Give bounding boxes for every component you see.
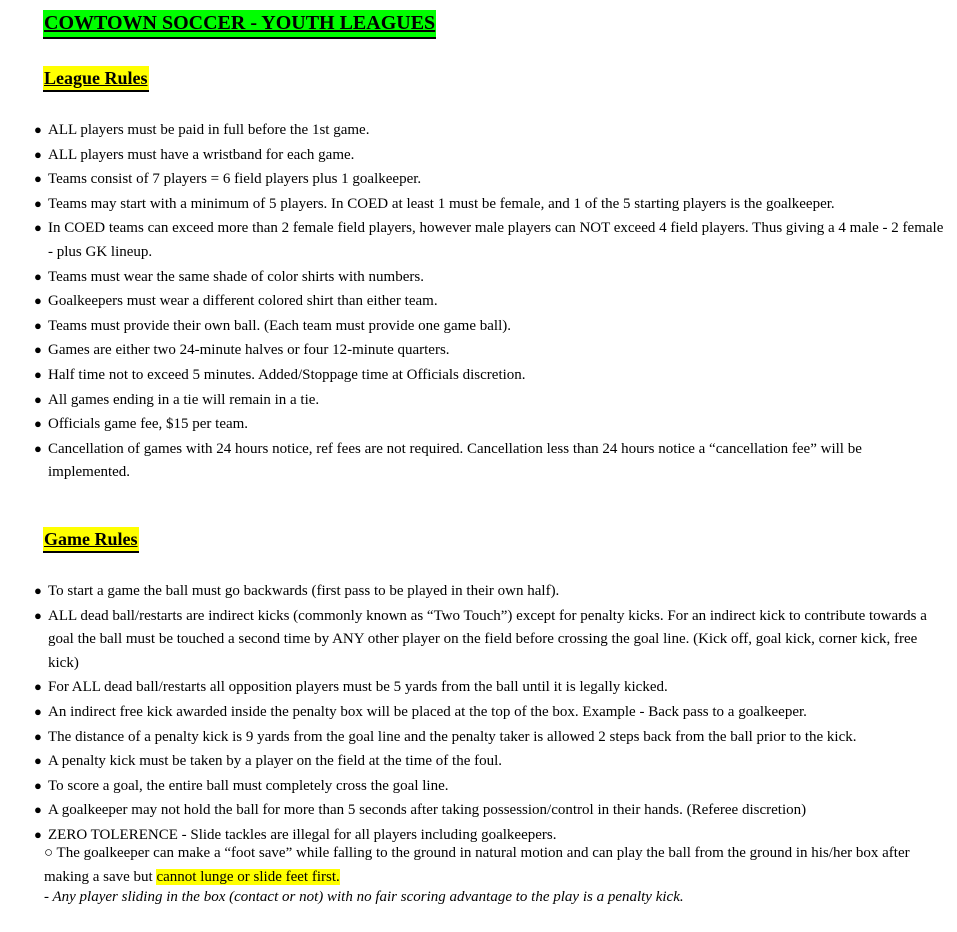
bullet-icon: ●	[34, 416, 42, 432]
bullet-icon: ●	[34, 171, 42, 187]
bullet-icon: ●	[34, 703, 42, 719]
bullet-icon: ●	[34, 440, 42, 456]
list-item: ● An indirect free kick awarded inside the penalty box will be placed at the top of the box. Example - Back pass to a goalkeeper.	[34, 700, 945, 725]
list-item: ● Teams consist of 7 players = 6 field players plus 1 goalkeeper.	[34, 167, 945, 192]
list-item: ● Officials game fee, $15 per team.	[34, 412, 945, 437]
bullet-icon: ●	[34, 122, 42, 137]
list-item: ● Goalkeepers must wear a different colored shirt than either team.	[34, 289, 945, 314]
bullet-icon: ●	[34, 268, 42, 284]
bullet-icon: ●	[34, 366, 42, 382]
bullet-icon: ●	[34, 317, 42, 333]
sub-bullet-icon: ○	[44, 845, 54, 861]
bullet-icon: ●	[34, 220, 42, 236]
league-rules-heading: League Rules	[43, 66, 149, 92]
list-item: ● ALL players must have a wristband for each game.	[34, 143, 945, 168]
bullet-icon: ●	[34, 342, 42, 358]
bullet-icon: ●	[34, 607, 42, 623]
list-item: ● To score a goal, the entire ball must completely cross the goal line.	[34, 774, 945, 799]
bullet-icon: ●	[34, 802, 42, 818]
game-rules-list	[20, 579, 945, 848]
list-item: ● Teams may start with a minimum of 5 players. In COED at least 1 must be female, and 1 of the 5 starting players is the goalkeeper.	[34, 192, 945, 217]
sub-item-text: The goalkeeper can make a “foot save” while falling to the ground in natural motion and can play the ball from the ground in his/her box after making a save but	[44, 845, 910, 885]
list-item: ● A penalty kick must be taken by a player on the field at the time of the foul.	[34, 749, 945, 774]
bullet-icon: ●	[34, 826, 42, 842]
list-item: ● Half time not to exceed 5 minutes. Added/Stoppage time at Officials discretion.	[34, 363, 945, 388]
bullet-icon: ●	[34, 146, 42, 162]
list-item: ● For ALL dead ball/restarts all opposition players must be 5 yards from the ball until it is legally kicked.	[34, 675, 945, 700]
game-rules-heading: Game Rules	[43, 527, 139, 553]
list-item: ● ALL dead ball/restarts are indirect kicks (commonly known as “Two Touch”) except for penalty kicks. For an indirect kick to contribute towards a goal the ball must be touched a second time by ANY other player on the field before crossing the goal line. (Kick off, goal kick, corner kick, free kick)	[34, 604, 945, 676]
list-item: ● The distance of a penalty kick is 9 yards from the goal line and the penalty taker is allowed 2 steps back from the ball prior to the kick.	[34, 725, 945, 750]
bullet-icon: ●	[34, 391, 42, 407]
bullet-icon: ●	[34, 753, 42, 769]
penalty-note: - Any player sliding in the box (contact or not) with no fair scoring advantage to the play is a penalty kick.	[44, 889, 684, 905]
goalkeeper-sub-item	[44, 842, 944, 889]
list-item: ● Cancellation of games with 24 hours notice, ref fees are not required. Cancellation less than 24 hours notice a “cancellation fee” will be implemented.	[34, 437, 945, 485]
bullet-icon: ●	[34, 195, 42, 211]
list-item: ● Teams must provide their own ball. (Each team must provide one game ball).	[34, 314, 945, 339]
bullet-icon: ●	[34, 777, 42, 793]
bullet-icon: ●	[34, 728, 42, 744]
list-item: ● ZERO TOLERENCE - Slide tackles are illegal for all players including goalkeepers.	[34, 823, 945, 848]
highlighted-text: cannot lunge or slide feet first.	[156, 868, 340, 885]
list-item: ● Teams must wear the same shade of color shirts with numbers.	[34, 265, 945, 290]
page-title: COWTOWN SOCCER - YOUTH LEAGUES	[43, 10, 436, 39]
list-item: ● In COED teams can exceed more than 2 female field players, however male players can NOT exceed 4 field players. Thus giving a 4 male - 2 female - plus GK lineup.	[34, 216, 945, 264]
list-item: ● All games ending in a tie will remain in a tie.	[34, 388, 945, 413]
league-rules-list	[20, 118, 945, 485]
list-item: ● To start a game the ball must go backwards (first pass to be played in their own half).	[34, 579, 945, 604]
bullet-icon: ●	[34, 679, 42, 695]
list-item: ● A goalkeeper may not hold the ball for more than 5 seconds after taking possession/control in their hands. (Referee discretion)	[34, 798, 945, 823]
list-item: ● ALL players must be paid in full before the 1st game.	[34, 118, 945, 143]
bullet-icon: ●	[34, 293, 42, 309]
bullet-icon: ●	[34, 583, 42, 598]
list-item: ● Games are either two 24-minute halves or four 12-minute quarters.	[34, 338, 945, 363]
